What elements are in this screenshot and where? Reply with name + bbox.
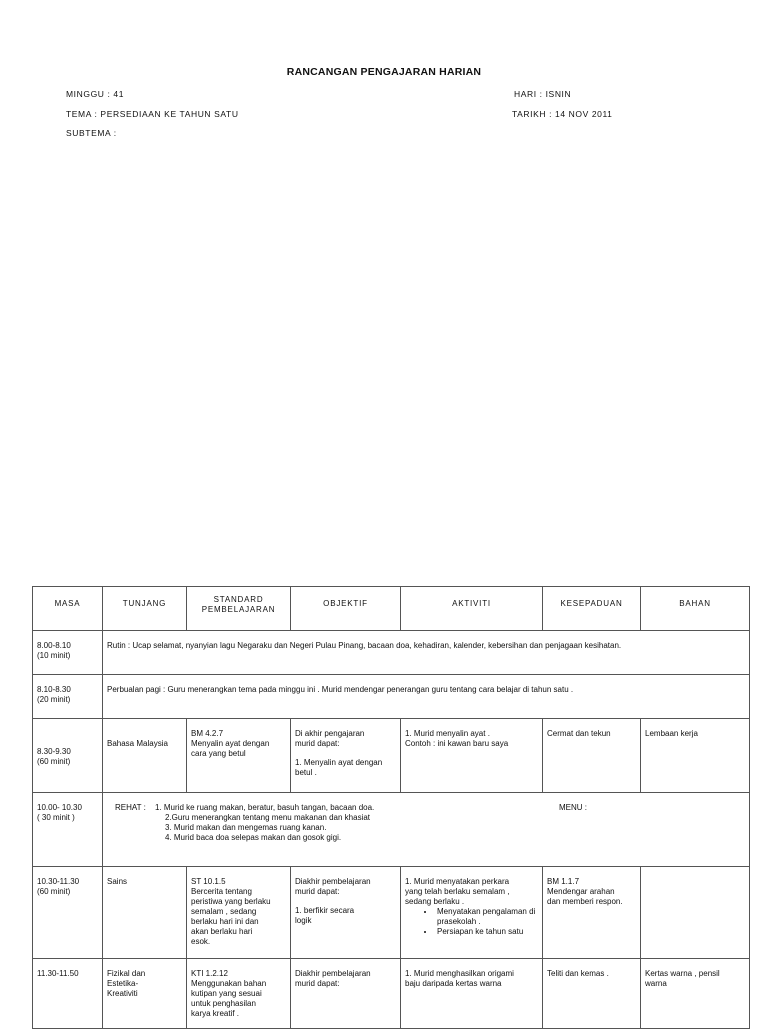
rehat-item: 1. Murid ke ruang makan, beratur, basuh tangan, bacaan doa.: [155, 803, 375, 812]
header-kesepaduan: KESEPADUAN: [543, 587, 641, 631]
rutin-cell: Rutin : Ucap selamat, nyanyian lagu Negaraku dan Negeri Pulau Pinang, bacaan doa, kehadiran, kalender, kebersihan dan penjagaan kesihatan.: [103, 631, 750, 675]
masa-time: 10.00- 10.30: [37, 803, 82, 812]
table-row: [33, 631, 750, 675]
objektif-line: betul .: [295, 768, 317, 777]
aktiviti-line: 1. Murid menyalin ayat .: [405, 729, 490, 738]
objektif-line: 1. Menyalin ayat dengan: [295, 758, 383, 767]
standard-line: akan berlaku hari: [191, 927, 253, 936]
bahan-line: Kertas warna , pensil: [645, 969, 720, 978]
table-row: [33, 793, 750, 867]
bahan-cell: [641, 959, 750, 1029]
masa-time: 8.00-8.10: [37, 641, 71, 650]
objektif-line: Di akhir pengajaran: [295, 729, 365, 738]
kesepaduan-line: BM 1.1.7: [547, 877, 580, 886]
kesepaduan-line: dan memberi respon.: [547, 897, 623, 906]
masa-time: 8.30-9.30: [37, 747, 71, 756]
aktiviti-line: 1. Murid menyatakan perkara: [405, 877, 510, 886]
objektif-line: murid dapat:: [295, 739, 340, 748]
bahan-cell: [641, 719, 750, 793]
bahan-line: Lembaan kerja: [645, 729, 698, 738]
subtema-field: SUBTEMA :: [66, 128, 117, 138]
aktiviti-line: 1. Murid menghasilkan origami: [405, 969, 514, 978]
masa-cell: [33, 867, 103, 959]
standard-line: semalam , sedang: [191, 907, 257, 916]
standard-line: cara yang betul: [191, 749, 246, 758]
minggu-field: MINGGU : 41: [66, 89, 125, 99]
rehat-cell: [103, 793, 750, 867]
aktiviti-line: yang telah berlaku semalam ,: [405, 887, 510, 896]
table-row: [33, 675, 750, 719]
masa-duration: (10 minit): [37, 651, 71, 660]
masa-cell: [33, 631, 103, 675]
aktiviti-line: baju daripada kertas warna: [405, 979, 502, 988]
masa-time: 8.10-8.30: [37, 685, 71, 694]
tunjang-cell: Sains: [103, 867, 187, 959]
standard-line: peristiwa yang berlaku: [191, 897, 271, 906]
standard-line: Bercerita tentang: [191, 887, 252, 896]
aktiviti-bullet: • Persiapan ke tahun satu: [435, 927, 538, 937]
standard-cell: [187, 867, 291, 959]
perbualan-cell: Perbualan pagi : Guru menerangkan tema pada minggu ini . Murid mendengar penerangan guru tentang cara belajar di tahun satu .: [103, 675, 750, 719]
objektif-cell: [291, 719, 401, 793]
objektif-cell: [291, 867, 401, 959]
header-bahan: BAHAN: [641, 587, 750, 631]
standard-code: KTI 1.2.12: [191, 969, 228, 978]
rehat-item: 3. Murid makan dan mengemas ruang kanan.: [165, 823, 327, 832]
masa-duration: (60 minit): [37, 887, 71, 896]
kesepaduan-cell: [543, 867, 641, 959]
header-standard: STANDARD PEMBELAJARAN: [187, 587, 291, 631]
masa-cell: [33, 719, 103, 793]
aktiviti-bullet: • Menyatakan pengalaman di prasekolah .: [435, 907, 538, 927]
objektif-line: 1. berfikir secara: [295, 906, 355, 915]
standard-line: Menyalin ayat dengan: [191, 739, 270, 748]
aktiviti-line: sedang berlaku .: [405, 897, 465, 906]
rehat-item: 4. Murid baca doa selepas makan dan gosok gigi.: [165, 833, 342, 842]
aktiviti-cell: [401, 959, 543, 1029]
rehat-label: REHAT :: [115, 803, 146, 812]
aktiviti-line: Contoh : ini kawan baru saya: [405, 739, 509, 748]
standard-cell: [187, 959, 291, 1029]
kesepaduan-line: Teliti dan kemas .: [547, 969, 609, 978]
kesepaduan-line: Mendengar arahan: [547, 887, 615, 896]
standard-code: ST 10.1.5: [191, 877, 226, 886]
aktiviti-cell: [401, 719, 543, 793]
tema-field: TEMA : PERSEDIAAN KE TAHUN SATU: [66, 109, 239, 119]
header-objektif: OBJEKTIF: [291, 587, 401, 631]
hari-field: HARI : ISNIN: [514, 89, 572, 99]
tunjang-cell: Fizikal dan Estetika-Kreativiti: [103, 959, 187, 1029]
standard-line: kutipan yang sesuai: [191, 989, 262, 998]
standard-line: Menggunakan bahan: [191, 979, 267, 988]
masa-cell: [33, 675, 103, 719]
objektif-line: Diakhir pembelajaran: [295, 969, 371, 978]
objektif-line: logik: [295, 916, 312, 925]
masa-duration: ( 30 minit ): [37, 813, 75, 822]
masa-cell: [33, 793, 103, 867]
bahan-line: warna: [645, 979, 667, 988]
bahan-cell: [641, 867, 750, 959]
masa-time: 11.30-11.50: [37, 969, 79, 978]
masa-cell: [33, 959, 103, 1029]
menu-label: MENU :: [559, 803, 587, 812]
line-gap: [295, 897, 396, 906]
aktiviti-cell: [401, 867, 543, 959]
rehat-layout: [107, 803, 745, 843]
kesepaduan-cell: [543, 959, 641, 1029]
header-aktiviti: AKTIVITI: [401, 587, 543, 631]
table-row: [33, 959, 750, 1029]
objektif-line: murid dapat:: [295, 979, 340, 988]
standard-line: esok.: [191, 937, 211, 946]
aktiviti-bullet-list: [405, 907, 538, 937]
standard-code: BM 4.2.7: [191, 729, 224, 738]
objektif-cell: [291, 959, 401, 1029]
objektif-line: Diakhir pembelajaran: [295, 877, 371, 886]
standard-line: karya kreatif .: [191, 1009, 240, 1018]
kesepaduan-line: Cermat dan tekun: [547, 729, 611, 738]
header-tunjang: TUNJANG: [103, 587, 187, 631]
table-row: [33, 867, 750, 959]
standard-cell: [187, 719, 291, 793]
tarikh-field: TARIKH : 14 NOV 2011: [512, 109, 613, 119]
standard-line: berlaku hari ini dan: [191, 917, 259, 926]
header-masa: MASA: [33, 587, 103, 631]
kesepaduan-cell: [543, 719, 641, 793]
masa-duration: (60 minit): [37, 757, 71, 766]
document-title: RANCANGAN PENGAJARAN HARIAN: [286, 66, 482, 78]
lesson-plan-table: [32, 586, 750, 1029]
standard-line: untuk penghasilan: [191, 999, 256, 1008]
objektif-line: murid dapat:: [295, 887, 340, 896]
masa-time: 10.30-11.30: [37, 877, 80, 886]
rehat-item: 2.Guru menerangkan tentang menu makanan dan khasiat: [165, 813, 371, 822]
rehat-list: [155, 803, 485, 843]
table-header-row: [33, 587, 750, 631]
table-row: [33, 719, 750, 793]
tunjang-cell: Bahasa Malaysia: [103, 719, 187, 793]
line-gap: [295, 749, 396, 758]
masa-duration: (20 minit): [37, 695, 71, 704]
